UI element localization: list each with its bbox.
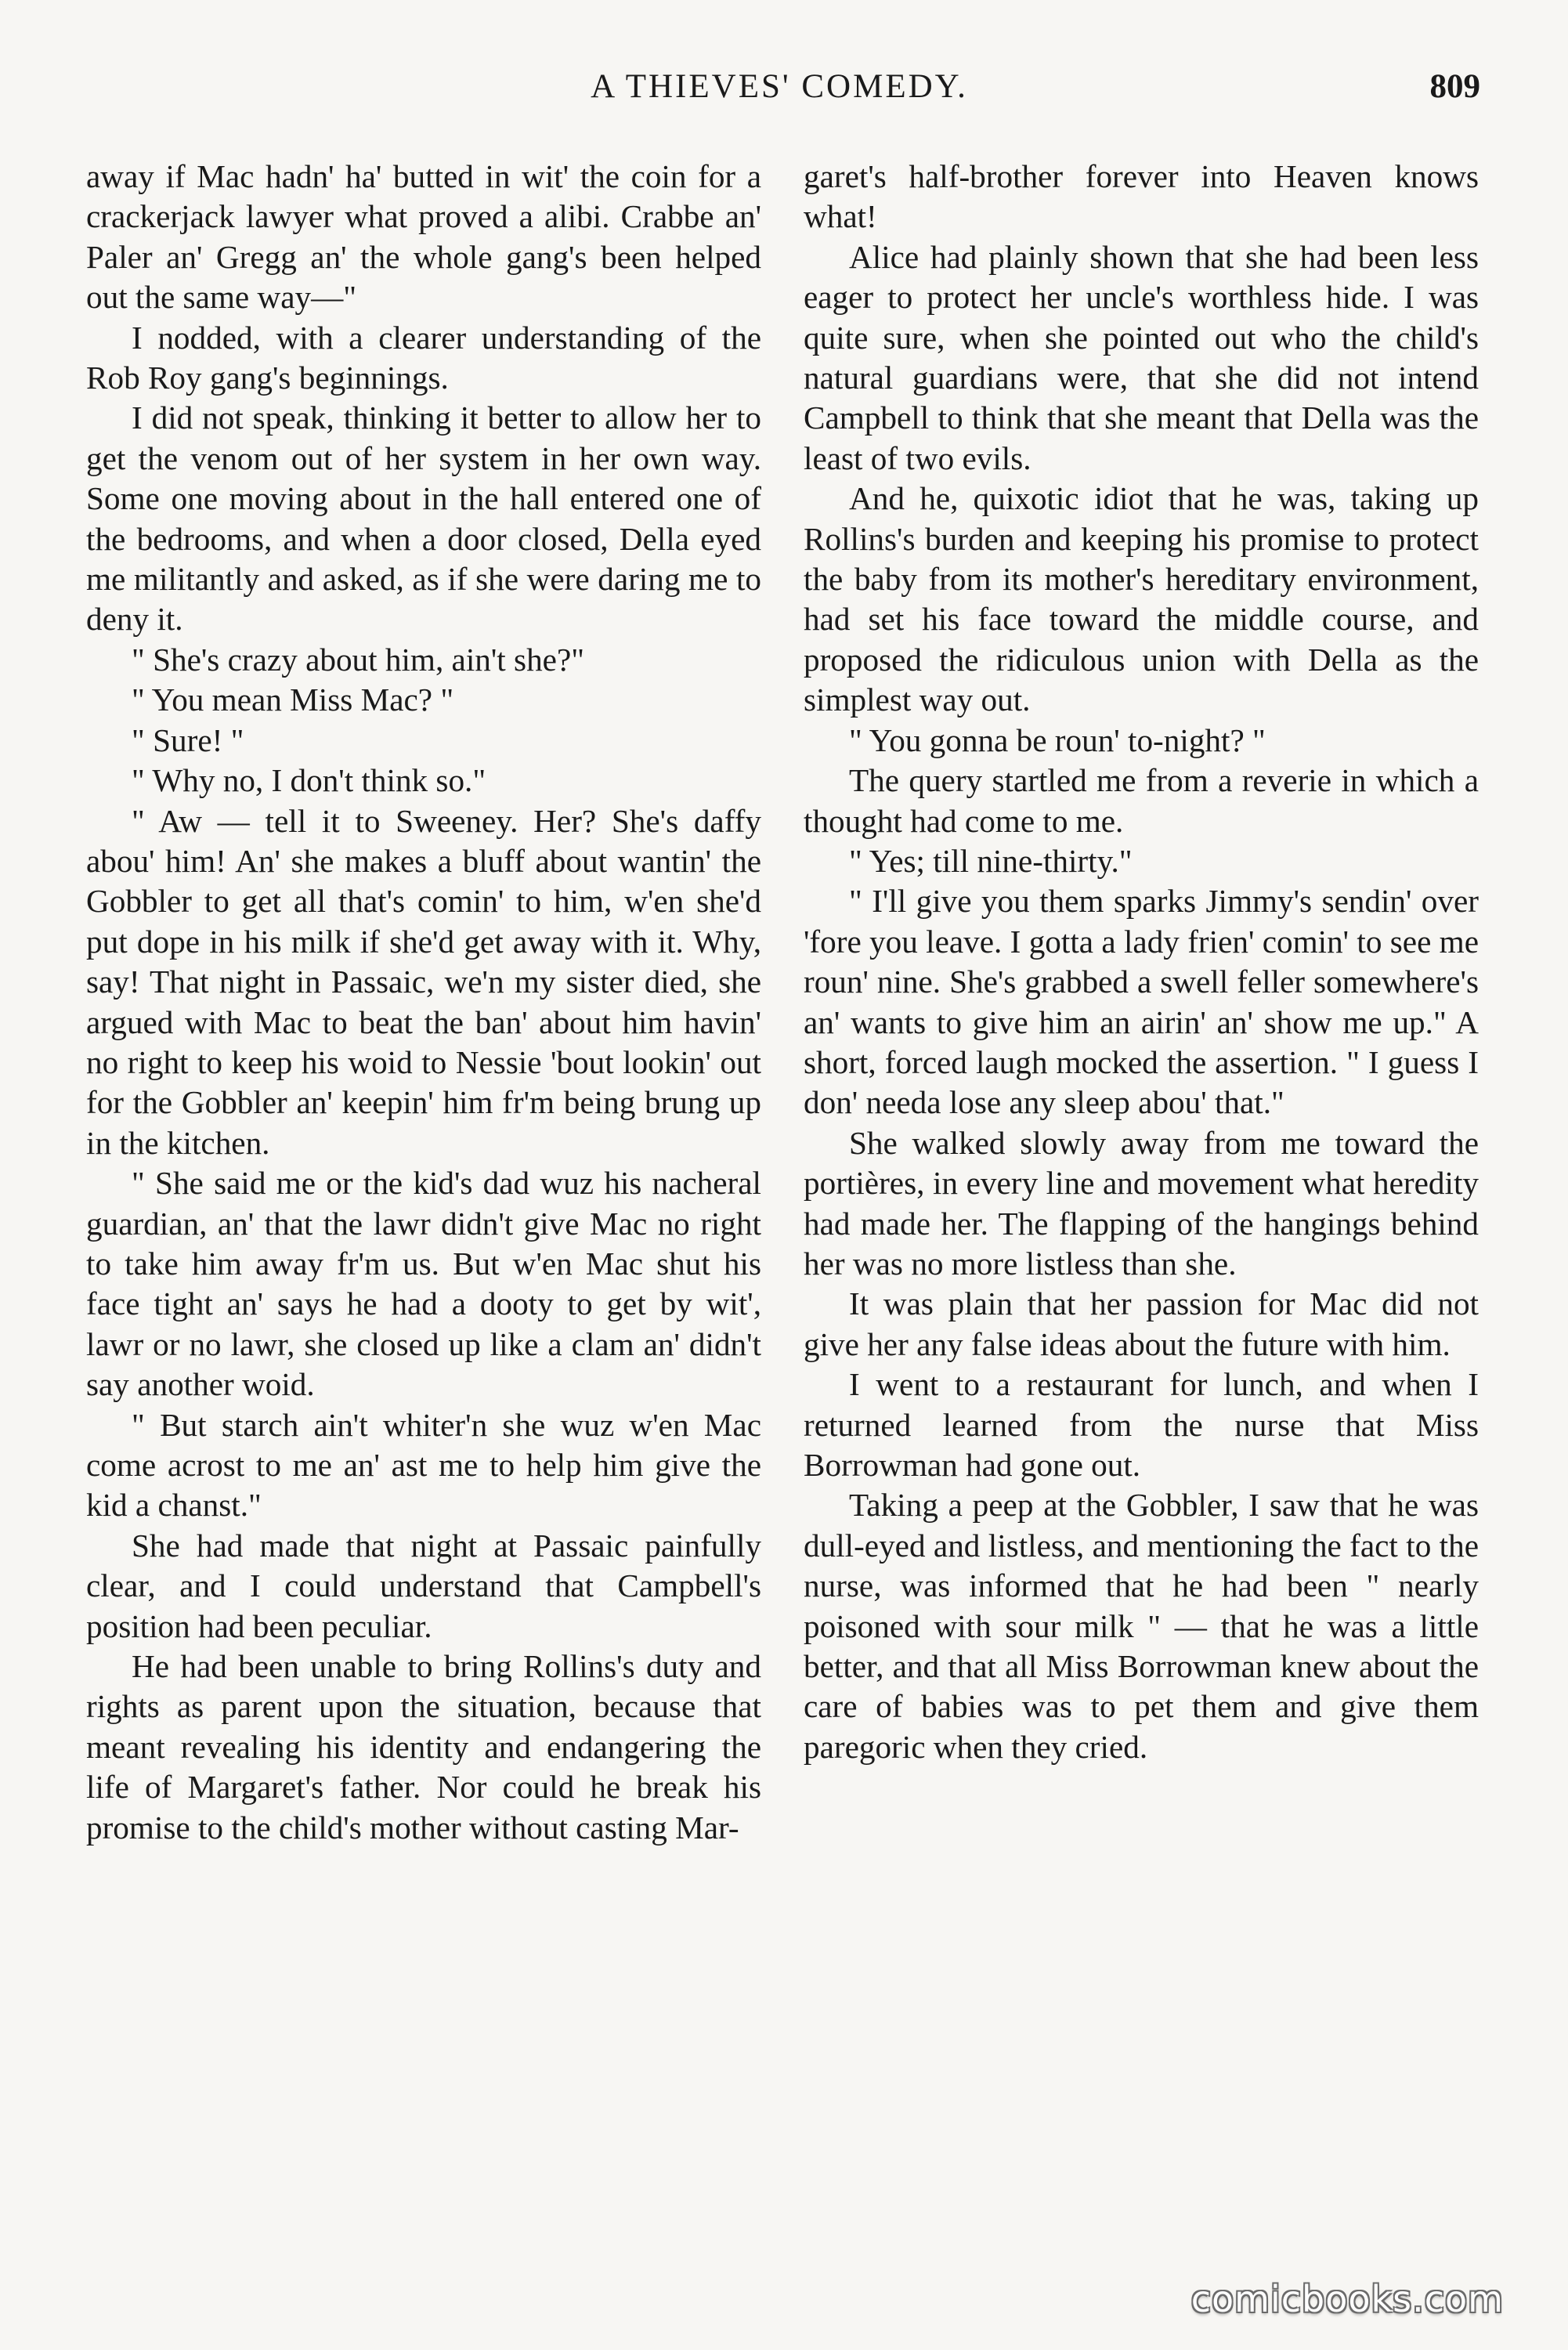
running-title: A THIEVES' COMEDY. <box>591 68 968 105</box>
paragraph: " Yes; till nine-thirty." <box>849 842 1133 879</box>
paragraph: She walked slowly away from me toward the portières, in every line and movement what heredity had made her. The flapping of the hangings behind her was no more listless than she. <box>804 1124 1479 1282</box>
paragraph: " She said me or the kid's dad wuz his nacheral guardian, an' that the lawr didn't give Mac no right to take him away fr'm us. But w'en Mac shut his face tight an' says he had a dooty to get by wit', lawr or no lawr, she closed up like a clam an' didn't say another woid. <box>86 1165 761 1403</box>
paragraph: I went to a restaurant for lunch, and when I returned learned from the nurse that Miss Borrowman had gone out. <box>804 1366 1479 1483</box>
paragraph: " Sure! " <box>132 721 244 758</box>
paragraph: " You gonna be roun' to-night? " <box>849 721 1266 758</box>
paragraph: " I'll give you them sparks Jimmy's sendin' over 'fore you leave. I gotta a lady frien' comin' to see me roun' nine. She's grabbed a swell feller somewhere's an' wants to give him an airin' an' show me up." A short, forced laugh mocked the assertion. " I guess I don' needa lose any sleep abou' that." <box>804 883 1479 1121</box>
paragraph: " Aw — tell it to Sweeney. Her? She's daffy abou' him! An' she makes a bluff about wantin' the Gobbler to get all that's comin' to him, w'en she'd put dope in his milk if she'd get away with it. Why, say! That night in Passaic, we'n my sister died, she argued with Mac to beat the ban' about him havin' no right to keep his woid to Nessie 'bout lookin' out for the Gobbler an' keepin' him fr'm being brung up in the kitchen. <box>86 802 761 1161</box>
paragraph: It was plain that her passion for Mac did not give her any false ideas about the future with him. <box>804 1285 1479 1362</box>
watermark-logo: comicbooks.com <box>1190 2278 1504 2320</box>
paragraph: I nodded, with a clearer understanding of the Rob Roy gang's beginnings. <box>86 319 761 396</box>
paragraph: away if Mac hadn' ha' butted in wit' the coin for a crackerjack lawyer what proved a alibi. Crabbe an' Paler an' Gregg an' the whole gang's been helped out the same way—" <box>86 158 761 316</box>
paragraph: garet's half-brother forever into Heaven knows what! <box>804 158 1479 235</box>
page-header <box>78 67 1480 114</box>
paragraph: " She's crazy about him, ain't she?" <box>132 641 585 678</box>
paragraph: " You mean Miss Mac? " <box>132 682 454 718</box>
paragraph: Taking a peep at the Gobbler, I saw that he was dull-eyed and listless, and mentioning the fact to the nurse, was informed that he had been " nearly poisoned with sour milk " — that he was a little better, and that all Miss Borrowman knew about the care of babies was to pet them and give them paregoric when they cried. <box>804 1487 1479 1765</box>
right-column <box>804 157 1479 1767</box>
paragraph: " Why no, I don't think so." <box>132 762 486 799</box>
paragraph: The query startled me from a reverie in which a thought had come to me. <box>804 762 1479 839</box>
paragraph: I did not speak, thinking it better to allow her to get the venom out of her system in her own way. Some one moving about in the hall entered one of the bedrooms, and when a door closed, Della eyed me militantly and asked, as if she were daring me to deny it. <box>86 400 761 638</box>
paragraph: And he, quixotic idiot that he was, taking up Rollins's burden and keeping his promise to protect the baby from its mother's hereditary environment, had set his face toward the middle course, and proposed the ridiculous union with Della as the simplest way out. <box>804 480 1479 718</box>
paragraph: He had been unable to bring Rollins's duty and rights as parent upon the situation, because that meant revealing his identity and endangering the life of Margaret's father. Nor could he break his promise to the child's mother without casting Mar- <box>86 1648 761 1846</box>
paragraph: She had made that night at Passaic painfully clear, and I could understand that Campbell's position had been peculiar. <box>86 1527 761 1644</box>
left-column <box>86 157 761 1848</box>
paragraph: " But starch ain't whiter'n she wuz w'en Mac come acrost to me an' ast me to help him give the kid a chanst." <box>86 1406 761 1524</box>
paragraph: Alice had plainly shown that she had been less eager to protect her uncle's worthless hide. I was quite sure, when she pointed out who the child's natural guardians were, that she did not intend Campbell to think that she meant that Della was the least of two evils. <box>804 238 1479 476</box>
page-number: 809 <box>1429 68 1480 105</box>
